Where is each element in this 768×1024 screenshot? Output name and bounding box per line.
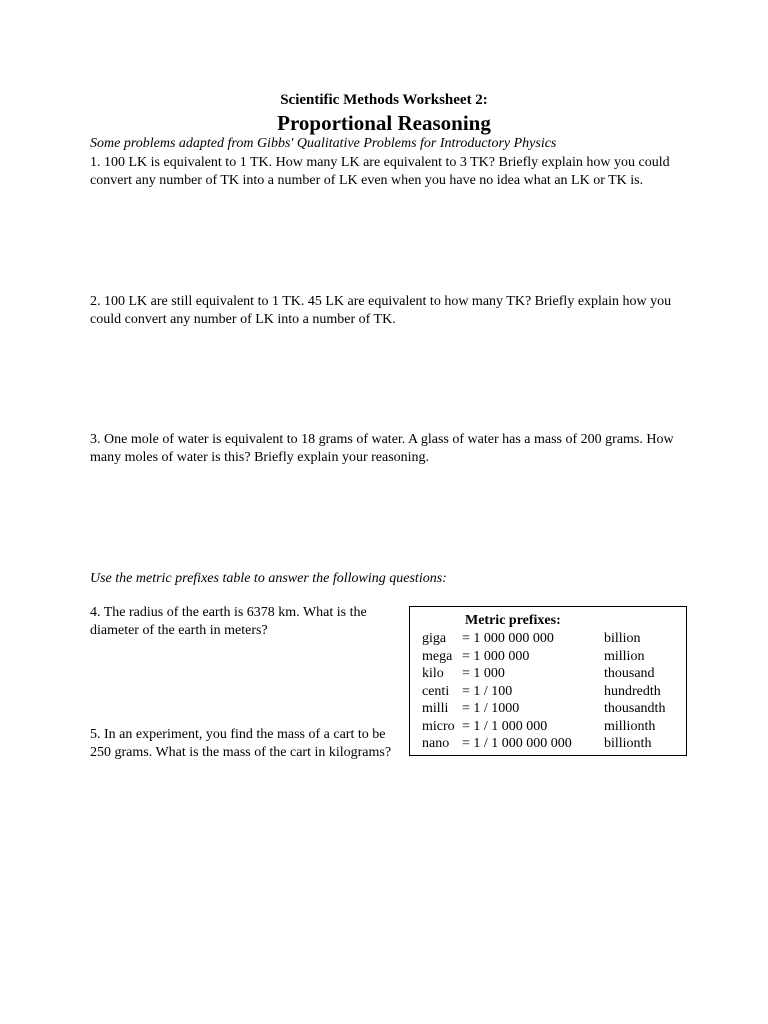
question-3: 3. One mole of water is equivalent to 18 grams of water. A glass of water has a mass of 200 grams. How many moles of water is this? Briefly explain your reasoning. <box>90 432 674 465</box>
table-row <box>422 648 665 666</box>
prefix-value: = 1 000 <box>462 666 505 681</box>
question-5: 5. In an experiment, you find the mass of a cart to be 250 grams. What is the mass of the cart in kilograms? <box>90 727 392 760</box>
table-row <box>422 718 665 736</box>
prefix-word: thousandth <box>604 701 666 716</box>
prefix-value: = 1 000 000 <box>462 648 530 664</box>
prefix-name: giga <box>422 631 447 646</box>
prefix-word: million <box>604 648 645 664</box>
instruction-text: Use the metric prefixes table to answer the following questions: <box>90 571 447 586</box>
prefix-name: micro <box>422 718 455 734</box>
question-1: 1. 100 LK is equivalent to 1 TK. How many LK are equivalent to 3 TK? Briefly explain how you could convert any number of TK into a number of LK even when you have no idea what an LK or TK is. <box>90 155 670 188</box>
prefix-name: kilo <box>422 666 444 681</box>
prefix-word: millionth <box>604 718 656 734</box>
prefix-value: = 1 000 000 000 <box>462 631 554 646</box>
table-row <box>422 700 665 718</box>
prefix-name: mega <box>422 648 453 664</box>
question-4: 4. The radius of the earth is 6378 km. What is the diameter of the earth in meters? <box>90 605 367 638</box>
prefix-value: = 1 / 100 <box>462 683 513 699</box>
prefix-value: = 1 / 1 000 000 <box>462 718 548 734</box>
prefix-word: hundredth <box>604 683 661 699</box>
metric-prefix-table <box>422 630 665 753</box>
prefix-word: billionth <box>604 736 652 751</box>
worksheet-title: Scientific Methods Worksheet 2: <box>280 92 488 108</box>
prefix-name: nano <box>422 736 450 751</box>
table-row <box>422 735 665 753</box>
metric-prefix-box <box>409 606 687 756</box>
prefix-value: = 1 / 1 000 000 000 <box>462 736 572 751</box>
worksheet-subtitle: Proportional Reasoning <box>277 111 491 135</box>
question-2: 2. 100 LK are still equivalent to 1 TK. 45 LK are equivalent to how many TK? Briefly explain how you could convert any number of LK into a number of TK. <box>90 294 672 327</box>
prefix-word: thousand <box>604 666 655 681</box>
prefix-value: = 1 / 1000 <box>462 701 520 716</box>
table-row <box>422 630 665 648</box>
source-note: Some problems adapted from Gibbs' Qualitative Problems for Introductory Physics <box>90 136 557 151</box>
prefix-name: milli <box>422 701 449 716</box>
table-row <box>422 665 665 683</box>
metric-prefix-title: Metric prefixes: <box>465 613 561 628</box>
table-row <box>422 683 665 701</box>
prefix-word: billion <box>604 631 641 646</box>
prefix-name: centi <box>422 683 450 699</box>
